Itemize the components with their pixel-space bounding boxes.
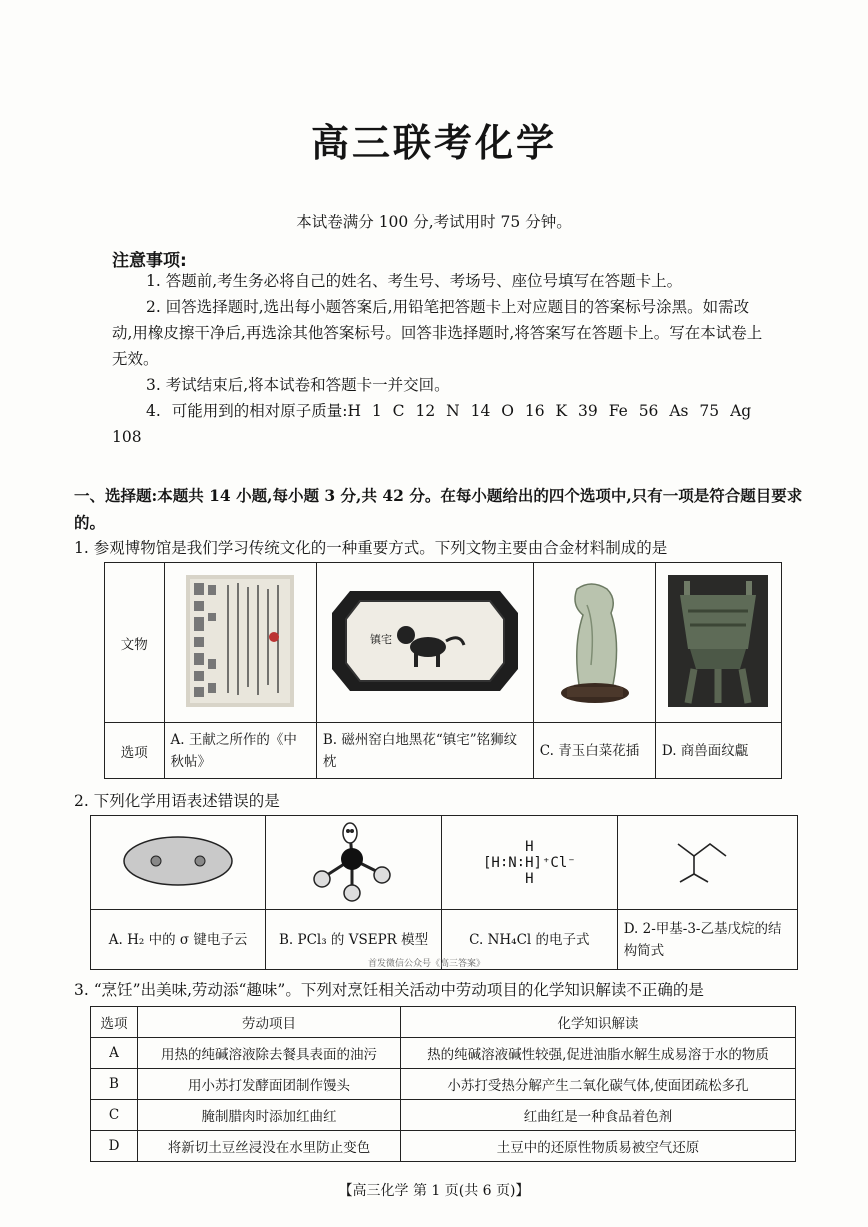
question-2-stem: 2. 下列化学用语表述错误的是: [74, 792, 280, 810]
vsepr-model-figure: [304, 819, 404, 903]
row-c-item: 腌制腊肉时添加红曲红: [138, 1100, 401, 1131]
option-2b: B. PCl₃ 的 VSEPR 模型: [266, 910, 442, 970]
watermark-text: 首发微信公众号《高三答案》: [368, 959, 486, 969]
row-label-option: 选项: [105, 723, 165, 779]
bronze-yan-image: [668, 575, 768, 707]
notice-item-4: 4. 可能用到的相对原子质量:H 1 C 12 N 14 O 16 K 39 Fe 56 As 75 Ag 108: [112, 402, 752, 446]
row-a-interpretation: 热的纯碱溶液碱性较强,促进油脂水解生成易溶于水的物质: [401, 1038, 796, 1069]
lewis-top-h: H: [525, 838, 534, 855]
option-1b: B. 磁州窑白地黑花“镇宅”铭狮纹枕: [316, 723, 533, 779]
question-1-table: [104, 562, 782, 779]
page-title: 高三联考化学: [310, 121, 557, 165]
notice-heading: 注意事项:: [112, 251, 187, 271]
row-c-interpretation: 红曲红是一种食品着色剂: [401, 1100, 796, 1131]
artifact-image-c: [533, 563, 655, 723]
question-2-table: [90, 815, 798, 970]
exam-info: 本试卷满分 100 分,考试用时 75 分钟。: [296, 213, 572, 231]
question-3-table: [90, 1006, 796, 1162]
table-row: [91, 1131, 796, 1162]
table-row: [91, 1069, 796, 1100]
notice-item-1: 1. 答题前,考生务必将自己的姓名、考生号、考场号、座位号填写在答题卡上。: [146, 272, 683, 290]
row-b-option: B: [91, 1069, 138, 1100]
artifact-image-d: [655, 563, 781, 723]
row-a-item: 用热的纯碱溶液除去餐具表面的油污: [138, 1038, 401, 1069]
row-a-option: A: [91, 1038, 138, 1069]
row-d-item: 将新切土豆丝浸没在水里防止变色: [138, 1131, 401, 1162]
jade-cabbage-image: [549, 575, 639, 707]
option-1a: A. 王献之所作的《中秋帖》: [164, 723, 316, 779]
option-1d: D. 商兽面纹甗: [655, 723, 781, 779]
skeletal-formula: [617, 816, 797, 910]
question-3-stem: 3. “烹饪”出美味,劳动添“趣味”。下列对烹饪相关活动中劳动项目的化学知识解读不正确的是: [74, 981, 704, 999]
section-heading: 一、选择题:本题共 14 小题,每小题 3 分,共 42 分。在每小题给出的四个选项中,只有一项是符合题目要求的。: [74, 486, 803, 532]
row-d-interpretation: 土豆中的还原性物质易被空气还原: [401, 1131, 796, 1162]
artifact-image-a: [164, 563, 316, 723]
row-label-artifact: 文物: [105, 563, 165, 723]
artifact-image-b: [316, 563, 533, 723]
notice-item-2: 2. 回答选择题时,选出每小题答案后,用铅笔把答题卡上对应题目的答案标号涂黑。如需改动,用橡皮擦干净后,再选涂其他答案标号。回答非选择题时,将答案写在答题卡上。写在本试卷上无效。: [112, 298, 763, 368]
lewis-bottom-h: H: [525, 870, 534, 887]
notice-item-3: 3. 考试结束后,将本试卷和答题卡一并交回。: [146, 376, 450, 394]
row-b-interpretation: 小苏打受热分解产生二氧化碳气体,使面团疏松多孔: [401, 1069, 796, 1100]
lewis-structure: [441, 816, 617, 910]
sigma-bond-cloud: [91, 816, 266, 910]
table-row: [91, 1038, 796, 1069]
option-2c: C. NH₄Cl 的电子式: [441, 910, 617, 970]
row-b-item: 用小苏打发酵面团制作馒头: [138, 1069, 401, 1100]
option-2d: D. 2-甲基-3-乙基戊烷的结构简式: [617, 910, 797, 970]
vsepr-model: [266, 816, 442, 910]
calligraphy-scroll-image: [186, 575, 294, 707]
lewis-main: [H∶N∶H]⁺Cl⁻: [482, 854, 576, 871]
option-1c: C. 青玉白菜花插: [533, 723, 655, 779]
pillow-inscription: 镇宅: [369, 632, 392, 646]
header-labor-item: 劳动项目: [138, 1007, 401, 1038]
question-1-stem: 1. 参观博物馆是我们学习传统文化的一种重要方式。下列文物主要由合金材料制成的是: [74, 539, 668, 557]
row-c-option: C: [91, 1100, 138, 1131]
header-option: 选项: [91, 1007, 138, 1038]
pillow-image: [330, 585, 520, 697]
row-d-option: D: [91, 1131, 138, 1162]
table-row: [91, 1100, 796, 1131]
skeletal-formula-figure: [672, 836, 742, 886]
page-footer: 【高三化学 第 1 页(共 6 页)】: [338, 1183, 530, 1199]
electron-cloud-figure: [118, 831, 238, 891]
option-2a: A. H₂ 中的 σ 键电子云: [91, 910, 266, 970]
header-chemistry-interpretation: 化学知识解读: [401, 1007, 796, 1038]
